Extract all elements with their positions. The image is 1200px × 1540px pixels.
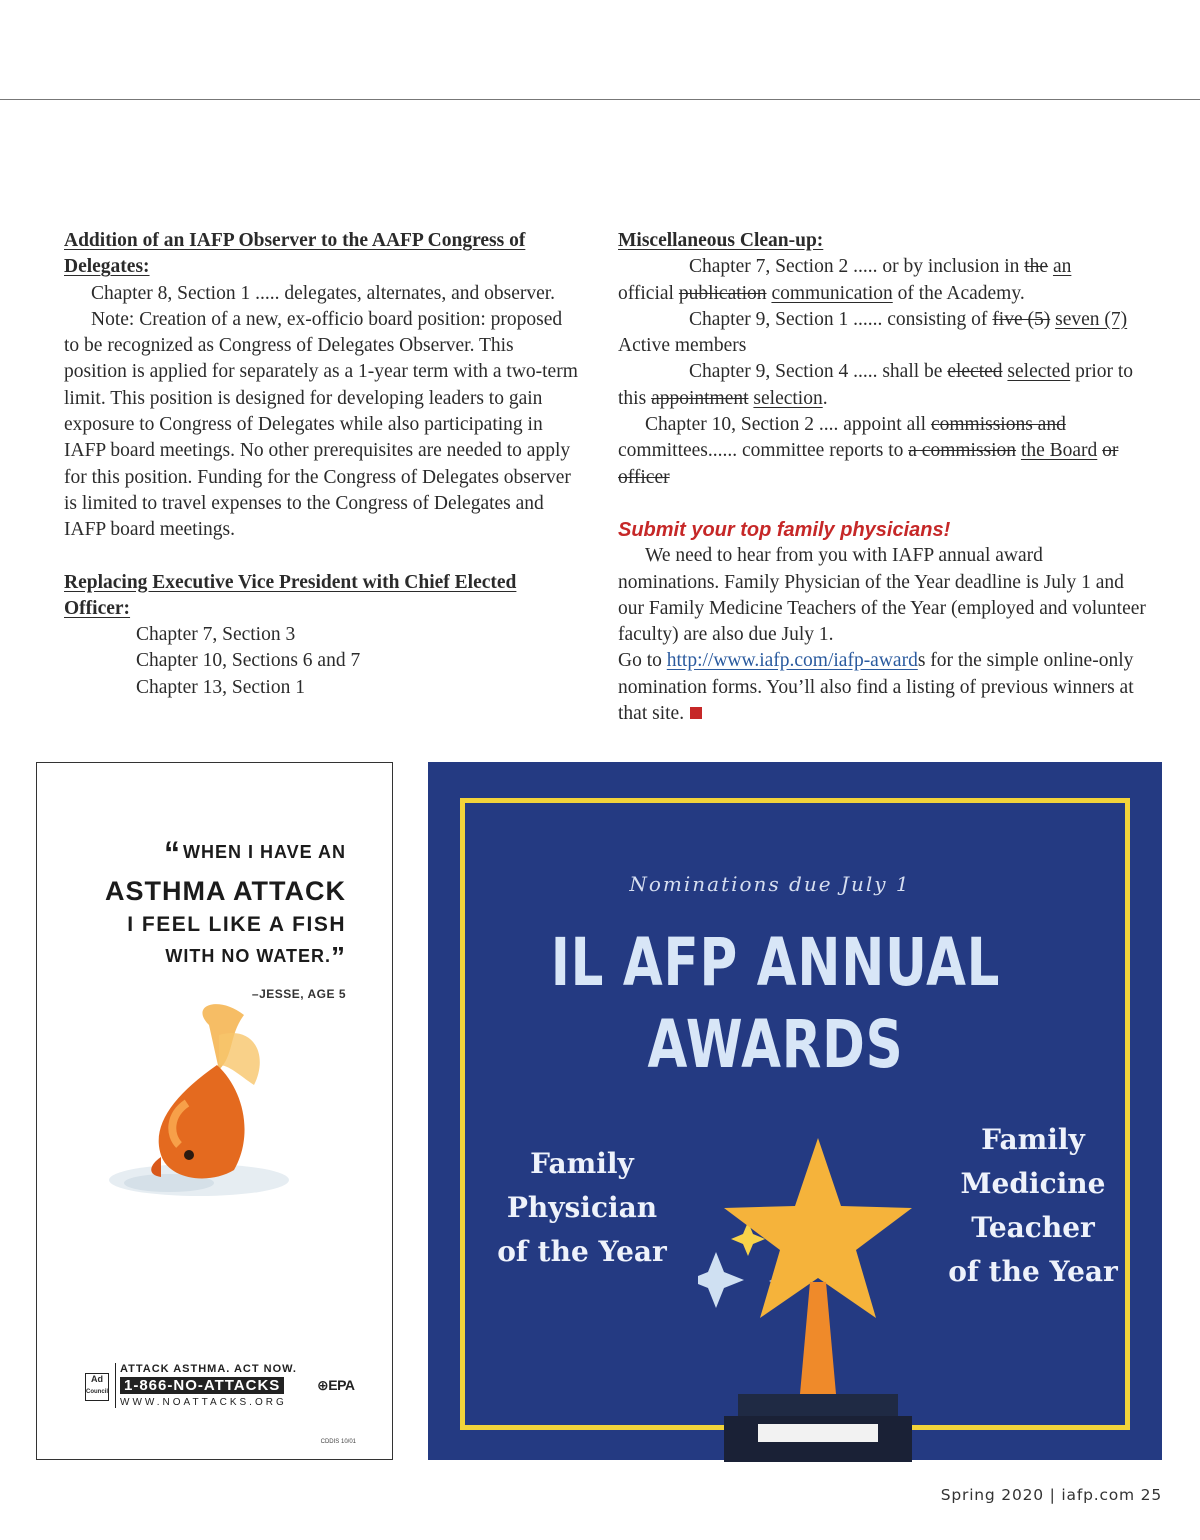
ad-url: WWW.NOATTACKS.ORG	[120, 1397, 287, 1408]
poster-title-line1: IL AFP ANNUAL	[550, 924, 1001, 1001]
ad-attribution: –JESSE, AGE 5	[251, 987, 346, 1001]
ad-code: CDDIS 10/01	[320, 1439, 356, 1445]
deleted-text: five (5)	[992, 308, 1051, 330]
cleanup-item-2: Chapter 9, Section 1 ...... consisting of five (5) seven (7) Active members	[618, 308, 1128, 357]
deleted-text: commissions and	[930, 414, 1066, 436]
deleted-text: a commission	[908, 440, 1017, 462]
asthma-ad[interactable]	[36, 762, 393, 1460]
end-mark-icon	[690, 707, 702, 719]
page-folio: Spring 2020 | iafp.com 25	[940, 1486, 1162, 1504]
cleanup-item-3: Chapter 9, Section 4 ..... shall be elected selected prior to this appointment selection.	[618, 361, 1134, 409]
inserted-text: selected	[1007, 361, 1071, 383]
poster-title-line2: AWARDS	[647, 1006, 904, 1083]
observer-note: Note: Creation of a new, ex-officio board position: proposed to be recognized as Congress of Delegates Observer. This position is applied for separately as a 1-year term with a two-term limit. This position is designed for developing leaders to gain exposure to Congress of Delegates while also participating in IAFP board meetings. No other prerequisites are needed to apply for this position. Funding for the Congress of Delegates observer is limited to travel expenses to the Congress of Delegates and IAFP board meetings.	[64, 308, 578, 541]
section-heading-replacing: Replacing Executive Vice President with Chief Elected Officer:	[64, 571, 517, 619]
award-medicine-teacher: Family Medicine Teacher of the Year	[948, 1123, 1118, 1288]
adcouncil-logo: Ad Council	[85, 1373, 109, 1401]
ad-quote: “ WHEN I HAVE AN ASTHMA ATTACK I FEEL LIKE A FISH WITH NO WATER.”	[105, 835, 346, 972]
inserted-text: selection	[753, 387, 823, 409]
cleanup-item-4: Chapter 10, Section 2 .... appoint all commissions and committees...... committee reports to a commission the Board or officer	[618, 414, 1119, 488]
goldfish-icon	[69, 995, 299, 1205]
section-heading-observer: Addition of an IAFP Observer to the AAFP Congress of Delegates:	[64, 230, 526, 278]
awards-link[interactable]: http://www.iafp.com/iafp-award	[666, 650, 918, 672]
inserted-text: seven (7)	[1055, 308, 1128, 330]
section-heading-cleanup: Miscellaneous Clean-up:	[618, 230, 824, 251]
inserted-text: the Board	[1020, 440, 1098, 462]
replacing-item-2: Chapter 10, Sections 6 and 7	[136, 650, 361, 672]
deleted-text: appointment	[651, 387, 749, 409]
cleanup-item-1: Chapter 7, Section 2 ..... or by inclusion in the an official publication communication of the Academy.	[618, 256, 1072, 304]
trophy-star-icon	[698, 1132, 918, 1462]
deleted-text: or officer	[618, 440, 1119, 488]
award-family-physician: Family Physician of the Year	[497, 1147, 667, 1268]
left-column	[64, 228, 579, 701]
right-column	[618, 228, 1148, 727]
deleted-text: the	[1024, 256, 1049, 278]
observer-chapter-line: Chapter 8, Section 1 ..... delegates, alternates, and observer.	[91, 282, 556, 304]
submit-paragraph: We need to hear from you with IAFP annual award nominations. Family Physician of the Year deadline is July 1 and our Family Medicine Teachers of the Year (employed and volunteer faculty) are also due July 1.	[618, 545, 1146, 646]
ad-footer	[85, 1363, 365, 1407]
ad-slogan: ATTACK ASTHMA. ACT NOW.	[120, 1363, 297, 1375]
epa-logo: ⊕EPA	[317, 1377, 355, 1393]
replacing-item-1: Chapter 7, Section 3	[136, 624, 296, 646]
inserted-text: communication	[771, 282, 893, 304]
deleted-text: elected	[947, 361, 1003, 383]
header-rule	[0, 99, 1200, 100]
awards-poster[interactable]	[428, 762, 1162, 1460]
submit-goto: Go to http://www.iafp.com/iafp-awards for the simple online-only nomination forms. You’ll also find a listing of previous winners at that site.	[618, 650, 1134, 725]
submit-heading: Submit your top family physicians!	[618, 518, 951, 541]
deleted-text: publication	[678, 282, 767, 304]
ad-phone: 1-866-NO-ATTACKS	[120, 1377, 284, 1394]
inserted-text: an	[1052, 256, 1072, 278]
nominations-due: Nominations due July 1	[629, 872, 911, 896]
replacing-item-3: Chapter 13, Section 1	[136, 676, 305, 698]
